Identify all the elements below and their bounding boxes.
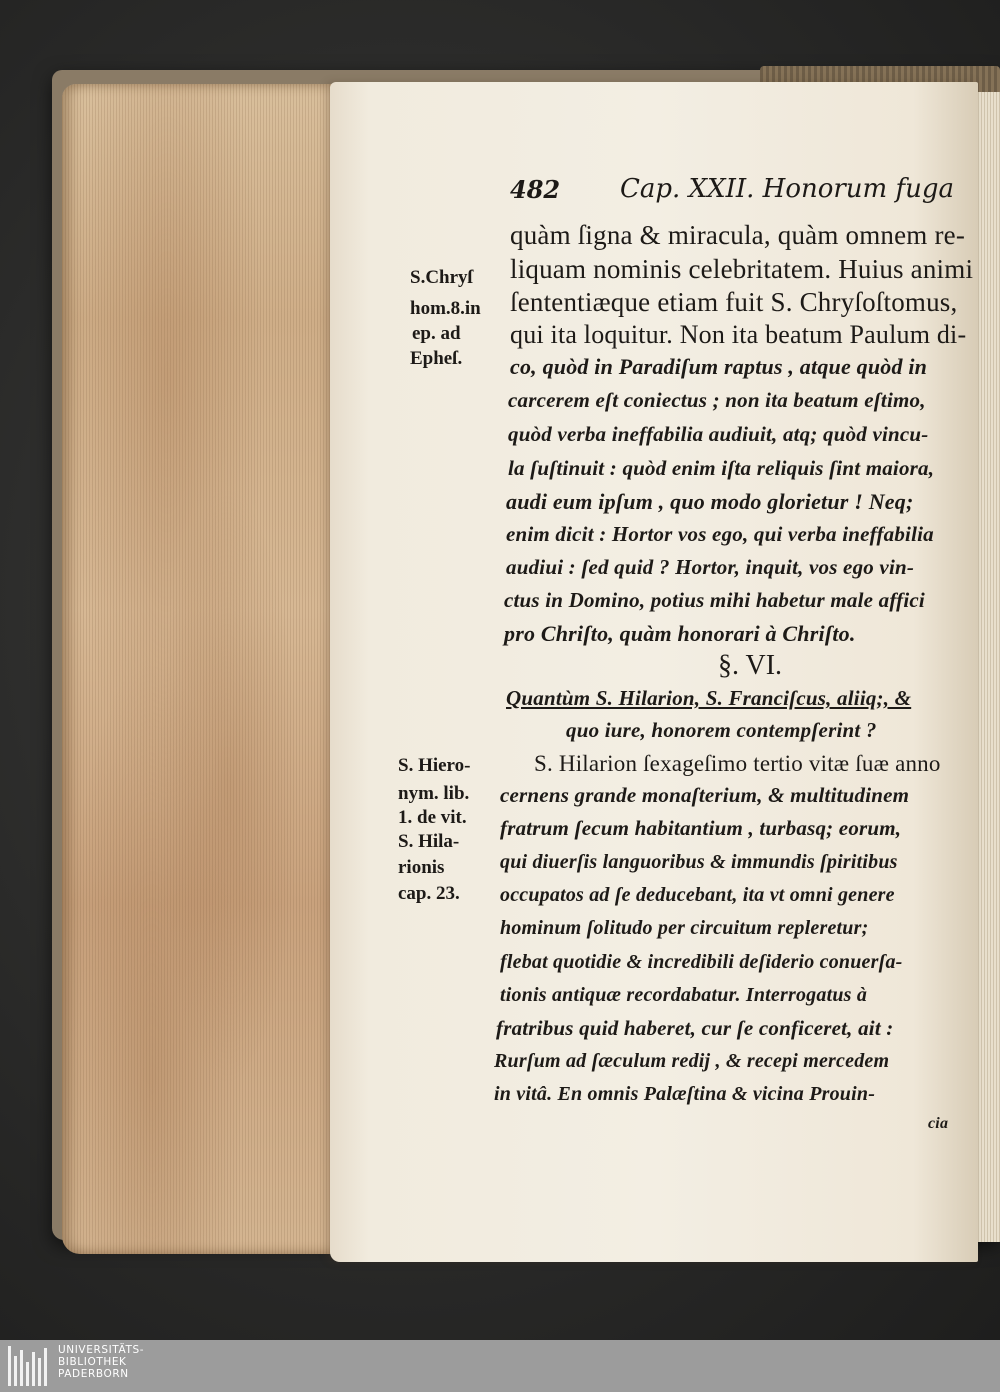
body-line: Rurſum ad ſæculum redij , & recepi mercedem	[494, 1050, 890, 1072]
margin-note: S. Hila-	[398, 831, 460, 852]
body-line: enim dicit : Hortor vos ego, qui verba ineffabilia	[506, 522, 934, 546]
body-line: co, quòd in Paradiſum raptus , atque quòd in	[510, 354, 928, 379]
library-name-line: BIBLIOTHEK	[58, 1356, 127, 1368]
section-title: Quantùm S. Hilarion, S. Franciſcus, aliiq;, &	[506, 686, 912, 710]
body-line: in vitâ. En omnis Palæſtina & vicina Prouin-	[494, 1083, 876, 1105]
margin-note: Epheſ.	[410, 348, 463, 369]
body-line: ctus in Domino, potius mihi habetur male affici	[504, 588, 925, 612]
page-number: 482	[510, 175, 561, 204]
body-line: liquam nominis celebritatem. Huius animi	[510, 254, 974, 284]
margin-note: 1. de vit.	[398, 807, 467, 828]
body-line: S. Hilarion ſexageſimo tertio vitæ ſuæ anno	[534, 751, 941, 776]
body-line: quàm ſigna & miracula, quàm omnem re-	[510, 220, 966, 250]
library-logo-icon	[8, 1346, 52, 1386]
body-line: occupatos ad ſe deducebant, ita vt omni genere	[500, 884, 895, 906]
body-line: fratribus quid haberet, cur ſe conficeret, ait :	[496, 1016, 894, 1040]
body-line: tionis antiquæ recordabatur. Interrogatus à	[500, 984, 868, 1006]
body-line: ſententiæque etiam fuit S. Chryſoſtomus,	[510, 287, 958, 317]
section-mark: §. VI.	[718, 650, 783, 681]
catchword: cia	[928, 1115, 949, 1132]
body-line: hominum ſolitudo per circuitum repleretur;	[500, 917, 869, 939]
page-edge-stack	[62, 84, 362, 1254]
margin-note: cap. 23.	[398, 883, 460, 904]
body-line: audi eum ipſum , quo modo glorietur ! Neq;	[506, 489, 914, 514]
body-line: audiui : ſed quid ? Hortor, inquit, vos ego vin-	[506, 555, 915, 579]
margin-note: S. Hiero-	[398, 755, 471, 776]
margin-note: nym. lib.	[398, 783, 470, 804]
library-footer	[0, 1340, 1000, 1392]
library-name-line: UNIVERSITÄTS-	[58, 1344, 145, 1356]
body-line: qui ita loquitur. Non ita beatum Paulum di-	[510, 320, 967, 349]
body-line: cernens grande monaſterium, & multitudinem	[500, 783, 910, 807]
body-line: pro Chriſto, quàm honorari à Chriſto.	[504, 621, 856, 646]
margin-note: hom.8.in	[410, 298, 481, 319]
body-line: fratrum ſecum habitantium , turbasq; eorum,	[500, 816, 902, 840]
margin-note: S.Chryſ	[410, 267, 473, 288]
body-line: qui diuerſis languoribus & immundis ſpiritibus	[500, 851, 898, 873]
library-name-line: PADERBORN	[58, 1368, 129, 1380]
running-head: Cap. XXII. Honorum fuga	[620, 174, 954, 204]
body-line: flebat quotidie & incredibili deſiderio conuerſa-	[500, 951, 903, 973]
section-title: quo iure, honorem contempſerint ?	[566, 718, 877, 742]
margin-note: rionis	[398, 857, 445, 878]
margin-note: ep. ad	[412, 323, 461, 344]
library-name	[58, 1344, 144, 1380]
body-line: carcerem eſt coniectus ; non ita beatum eſtimo,	[508, 388, 926, 412]
body-line: quòd verba ineffabilia audiuit, atq; quòd vincu-	[508, 422, 929, 446]
body-line: la ſuſtinuit : quòd enim iſta reliquis ſint maiora,	[508, 456, 935, 480]
